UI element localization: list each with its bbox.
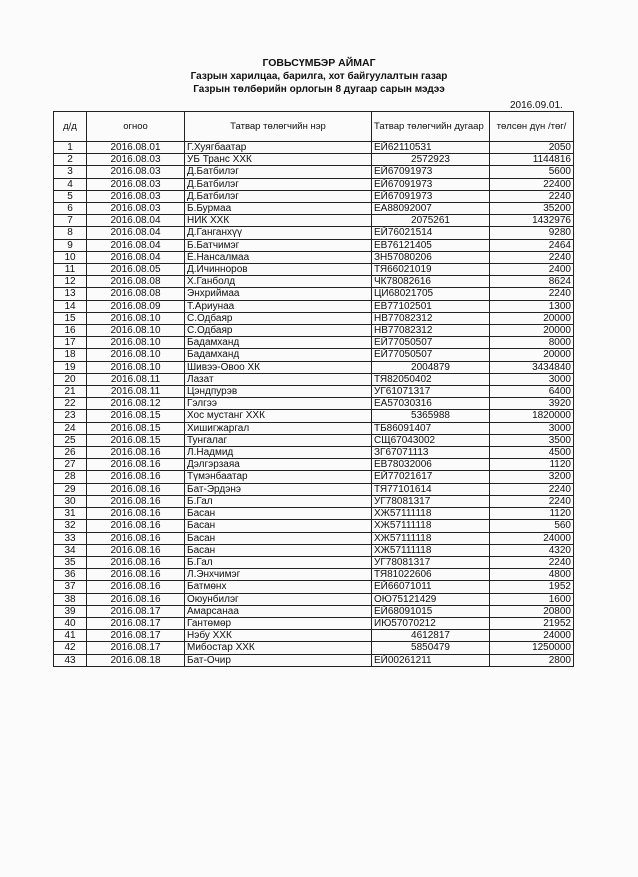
- cell-taxpayer-id: ТЯ82050402: [372, 373, 490, 385]
- cell-date: 2016.08.16: [87, 544, 185, 556]
- cell-amount: 1300: [490, 300, 574, 312]
- table-row: [54, 312, 574, 324]
- cell-taxpayer-name: Т.Ариунаа: [185, 300, 372, 312]
- table-row: [54, 532, 574, 544]
- cell-number: 4: [54, 178, 87, 190]
- cell-date: 2016.08.10: [87, 349, 185, 361]
- cell-date: 2016.08.05: [87, 264, 185, 276]
- cell-date: 2016.08.08: [87, 288, 185, 300]
- cell-amount: 1120: [490, 508, 574, 520]
- table-row: [54, 654, 574, 666]
- table-row: [54, 520, 574, 532]
- cell-amount: 3434840: [490, 361, 574, 373]
- cell-taxpayer-name: Ё.Нансалмаа: [185, 251, 372, 263]
- table-row: [54, 166, 574, 178]
- cell-number: 25: [54, 434, 87, 446]
- cell-amount: 24000: [490, 532, 574, 544]
- cell-taxpayer-name: Гэлгээ: [185, 398, 372, 410]
- cell-taxpayer-name: Басан: [185, 508, 372, 520]
- cell-number: 30: [54, 495, 87, 507]
- cell-amount: 2240: [490, 495, 574, 507]
- cell-date: 2016.08.04: [87, 251, 185, 263]
- table-row: [54, 410, 574, 422]
- cell-number: 18: [54, 349, 87, 361]
- cell-taxpayer-name: Д.Ичинноров: [185, 264, 372, 276]
- table-row: [54, 398, 574, 410]
- cell-taxpayer-id: ОЮ75121429: [372, 593, 490, 605]
- cell-taxpayer-id: ЕЙ77050507: [372, 349, 490, 361]
- cell-amount: 2240: [490, 556, 574, 568]
- document-subtitle-organization: Газрын харилцаа, барилга, хот байгуулалтын газар: [190, 71, 448, 82]
- report-date: 2016.09.01.: [510, 100, 563, 111]
- cell-amount: 1952: [490, 581, 574, 593]
- cell-taxpayer-id: ЕЙ66071011: [372, 581, 490, 593]
- cell-number: 26: [54, 447, 87, 459]
- cell-number: 3: [54, 166, 87, 178]
- cell-amount: 1820000: [490, 410, 574, 422]
- cell-date: 2016.08.15: [87, 410, 185, 422]
- cell-date: 2016.08.16: [87, 495, 185, 507]
- table-row: [54, 471, 574, 483]
- cell-taxpayer-id: ХЖ57111118: [372, 508, 490, 520]
- cell-taxpayer-name: Бат-Эрдэнэ: [185, 483, 372, 495]
- table-row: [54, 288, 574, 300]
- cell-taxpayer-name: Шивээ-Овоо ХК: [185, 361, 372, 373]
- cell-amount: 9280: [490, 227, 574, 239]
- cell-date: 2016.08.16: [87, 593, 185, 605]
- table-row: [54, 459, 574, 471]
- table-row: [54, 556, 574, 568]
- cell-taxpayer-name: Хос мустанг ХХК: [185, 410, 372, 422]
- cell-taxpayer-name: Бадамханд: [185, 337, 372, 349]
- cell-number: 11: [54, 264, 87, 276]
- cell-amount: 24000: [490, 630, 574, 642]
- table-row: [54, 447, 574, 459]
- cell-date: 2016.08.16: [87, 447, 185, 459]
- cell-taxpayer-id: ЕЙ67091973: [372, 178, 490, 190]
- cell-amount: 8624: [490, 276, 574, 288]
- cell-amount: 2240: [490, 190, 574, 202]
- column-header-taxpayer-id: Татвар төлөгчийн дугаар: [372, 112, 490, 142]
- cell-amount: 2400: [490, 264, 574, 276]
- cell-number: 28: [54, 471, 87, 483]
- cell-amount: 2050: [490, 142, 574, 154]
- cell-amount: 35200: [490, 203, 574, 215]
- cell-amount: 3000: [490, 373, 574, 385]
- cell-date: 2016.08.04: [87, 227, 185, 239]
- cell-taxpayer-id: ЧК78082616: [372, 276, 490, 288]
- cell-taxpayer-id: ЕЙ62110531: [372, 142, 490, 154]
- payments-table: [53, 111, 574, 667]
- cell-taxpayer-id: ЕЙ67091973: [372, 190, 490, 202]
- table-row: [54, 581, 574, 593]
- cell-date: 2016.08.03: [87, 154, 185, 166]
- cell-number: 12: [54, 276, 87, 288]
- cell-number: 8: [54, 227, 87, 239]
- cell-taxpayer-name: Б.Батчимэг: [185, 239, 372, 251]
- cell-taxpayer-id: 5850479: [372, 642, 490, 654]
- cell-date: 2016.08.17: [87, 605, 185, 617]
- cell-amount: 560: [490, 520, 574, 532]
- cell-amount: 20800: [490, 605, 574, 617]
- cell-number: 21: [54, 386, 87, 398]
- cell-amount: 3500: [490, 434, 574, 446]
- cell-number: 7: [54, 215, 87, 227]
- cell-taxpayer-id: 2004879: [372, 361, 490, 373]
- cell-number: 38: [54, 593, 87, 605]
- table-row: [54, 239, 574, 251]
- cell-taxpayer-name: Дэлгэрзаяа: [185, 459, 372, 471]
- cell-taxpayer-name: Энхриймаа: [185, 288, 372, 300]
- cell-taxpayer-id: ЕЙ00261211: [372, 654, 490, 666]
- cell-date: 2016.08.12: [87, 398, 185, 410]
- cell-taxpayer-name: Басан: [185, 520, 372, 532]
- cell-amount: 5600: [490, 166, 574, 178]
- cell-taxpayer-id: УГ78081317: [372, 556, 490, 568]
- table-row: [54, 630, 574, 642]
- cell-number: 33: [54, 532, 87, 544]
- cell-date: 2016.08.15: [87, 434, 185, 446]
- cell-number: 2: [54, 154, 87, 166]
- cell-taxpayer-name: Басан: [185, 532, 372, 544]
- cell-taxpayer-name: Д.Батбилэг: [185, 166, 372, 178]
- cell-number: 22: [54, 398, 87, 410]
- cell-amount: 2240: [490, 483, 574, 495]
- table-row: [54, 617, 574, 629]
- cell-amount: 21952: [490, 617, 574, 629]
- cell-taxpayer-id: ЕА57030316: [372, 398, 490, 410]
- table-row: [54, 508, 574, 520]
- cell-amount: 2240: [490, 251, 574, 263]
- table-row: [54, 215, 574, 227]
- cell-taxpayer-id: УГ61071317: [372, 386, 490, 398]
- table-row: [54, 483, 574, 495]
- table-body: [54, 142, 574, 667]
- cell-taxpayer-id: ХЖ57111118: [372, 544, 490, 556]
- cell-taxpayer-name: С.Одбаяр: [185, 325, 372, 337]
- cell-number: 29: [54, 483, 87, 495]
- cell-taxpayer-name: Нэбу ХХК: [185, 630, 372, 642]
- column-header-taxpayer-name: Татвар төлөгчийн нэр: [185, 112, 372, 142]
- cell-number: 39: [54, 605, 87, 617]
- cell-date: 2016.08.09: [87, 300, 185, 312]
- cell-date: 2016.08.04: [87, 239, 185, 251]
- cell-number: 35: [54, 556, 87, 568]
- cell-date: 2016.08.03: [87, 178, 185, 190]
- cell-taxpayer-id: НВ77082312: [372, 325, 490, 337]
- cell-taxpayer-name: Хишигжаргал: [185, 422, 372, 434]
- cell-taxpayer-id: ЕЙ76021514: [372, 227, 490, 239]
- document-subtitle-report: Газрын төлбөрийн орлогын 8 дугаар сарын мэдээ: [193, 84, 445, 95]
- cell-number: 13: [54, 288, 87, 300]
- cell-number: 9: [54, 239, 87, 251]
- cell-number: 16: [54, 325, 87, 337]
- cell-taxpayer-id: ЗГ67071113: [372, 447, 490, 459]
- table-row: [54, 373, 574, 385]
- table-row: [54, 434, 574, 446]
- cell-taxpayer-name: НИК ХХК: [185, 215, 372, 227]
- cell-taxpayer-id: ЕЙ68091015: [372, 605, 490, 617]
- cell-taxpayer-name: Лазат: [185, 373, 372, 385]
- cell-date: 2016.08.18: [87, 654, 185, 666]
- cell-number: 6: [54, 203, 87, 215]
- table-row: [54, 325, 574, 337]
- cell-amount: 22400: [490, 178, 574, 190]
- cell-taxpayer-name: Амарсанаа: [185, 605, 372, 617]
- cell-number: 36: [54, 569, 87, 581]
- table-row: [54, 593, 574, 605]
- cell-number: 5: [54, 190, 87, 202]
- cell-taxpayer-name: С.Одбаяр: [185, 312, 372, 324]
- cell-amount: 3920: [490, 398, 574, 410]
- table-row: [54, 300, 574, 312]
- cell-taxpayer-name: Д.Ганганхүү: [185, 227, 372, 239]
- cell-number: 32: [54, 520, 87, 532]
- cell-amount: 6400: [490, 386, 574, 398]
- table-row: [54, 227, 574, 239]
- cell-taxpayer-id: 4612817: [372, 630, 490, 642]
- cell-taxpayer-id: ХЖ57111118: [372, 520, 490, 532]
- cell-taxpayer-id: ЦИ68021705: [372, 288, 490, 300]
- table-row: [54, 203, 574, 215]
- cell-date: 2016.08.04: [87, 215, 185, 227]
- cell-taxpayer-id: ТЯ81022606: [372, 569, 490, 581]
- table-row: [54, 361, 574, 373]
- cell-taxpayer-id: НВ77082312: [372, 312, 490, 324]
- table-row: [54, 337, 574, 349]
- cell-date: 2016.08.16: [87, 459, 185, 471]
- table-row: [54, 349, 574, 361]
- cell-amount: 3000: [490, 422, 574, 434]
- cell-taxpayer-name: Г.Хуягбаатар: [185, 142, 372, 154]
- cell-date: 2016.08.03: [87, 203, 185, 215]
- cell-date: 2016.08.16: [87, 483, 185, 495]
- cell-date: 2016.08.16: [87, 508, 185, 520]
- cell-date: 2016.08.11: [87, 373, 185, 385]
- cell-taxpayer-id: 2572923: [372, 154, 490, 166]
- cell-date: 2016.08.10: [87, 337, 185, 349]
- cell-date: 2016.08.16: [87, 581, 185, 593]
- table-row: [54, 264, 574, 276]
- cell-taxpayer-id: 2075261: [372, 215, 490, 227]
- cell-taxpayer-name: Бат-Очир: [185, 654, 372, 666]
- cell-amount: 1144816: [490, 154, 574, 166]
- table-row: [54, 276, 574, 288]
- cell-taxpayer-name: Бадамханд: [185, 349, 372, 361]
- cell-taxpayer-name: Гантөмөр: [185, 617, 372, 629]
- column-header-number: д/д: [54, 112, 87, 142]
- cell-amount: 4800: [490, 569, 574, 581]
- cell-taxpayer-id: ЕВ77102501: [372, 300, 490, 312]
- cell-number: 1: [54, 142, 87, 154]
- cell-date: 2016.08.10: [87, 361, 185, 373]
- cell-amount: 1432976: [490, 215, 574, 227]
- cell-date: 2016.08.16: [87, 556, 185, 568]
- table-row: [54, 495, 574, 507]
- cell-number: 27: [54, 459, 87, 471]
- cell-taxpayer-name: Батмөнх: [185, 581, 372, 593]
- cell-number: 34: [54, 544, 87, 556]
- cell-number: 17: [54, 337, 87, 349]
- cell-taxpayer-name: Мибостар ХХК: [185, 642, 372, 654]
- cell-amount: 8000: [490, 337, 574, 349]
- cell-number: 41: [54, 630, 87, 642]
- cell-number: 19: [54, 361, 87, 373]
- cell-taxpayer-name: Х.Ганболд: [185, 276, 372, 288]
- cell-date: 2016.08.03: [87, 190, 185, 202]
- cell-taxpayer-id: ТЯ66021019: [372, 264, 490, 276]
- table-row: [54, 386, 574, 398]
- cell-taxpayer-id: ТБ86091407: [372, 422, 490, 434]
- document-title: ГОВЬСҮМБЭР АЙМАГ: [262, 57, 376, 69]
- cell-number: 20: [54, 373, 87, 385]
- cell-number: 15: [54, 312, 87, 324]
- cell-amount: 4320: [490, 544, 574, 556]
- cell-amount: 1120: [490, 459, 574, 471]
- cell-date: 2016.08.17: [87, 642, 185, 654]
- cell-taxpayer-name: Цэндпурэв: [185, 386, 372, 398]
- cell-taxpayer-name: Л.Надмид: [185, 447, 372, 459]
- cell-amount: 2240: [490, 288, 574, 300]
- table-row: [54, 142, 574, 154]
- cell-taxpayer-id: ЗН57080206: [372, 251, 490, 263]
- cell-taxpayer-id: ЕВ76121405: [372, 239, 490, 251]
- cell-taxpayer-id: УГ78081317: [372, 495, 490, 507]
- cell-taxpayer-id: ХЖ57111118: [372, 532, 490, 544]
- cell-taxpayer-id: ЕА88092007: [372, 203, 490, 215]
- cell-date: 2016.08.16: [87, 532, 185, 544]
- column-header-date: огноо: [87, 112, 185, 142]
- cell-taxpayer-id: ЕЙ67091973: [372, 166, 490, 178]
- cell-taxpayer-name: УБ Транс ХХК: [185, 154, 372, 166]
- cell-taxpayer-id: ИЮ57070212: [372, 617, 490, 629]
- cell-date: 2016.08.08: [87, 276, 185, 288]
- table-row: [54, 642, 574, 654]
- table-row: [54, 544, 574, 556]
- cell-number: 23: [54, 410, 87, 422]
- table-row: [54, 251, 574, 263]
- cell-number: 37: [54, 581, 87, 593]
- table-row: [54, 178, 574, 190]
- cell-taxpayer-name: Д.Батбилэг: [185, 178, 372, 190]
- cell-taxpayer-id: СЩ67043002: [372, 434, 490, 446]
- cell-taxpayer-id: ЕЙ77050507: [372, 337, 490, 349]
- cell-number: 43: [54, 654, 87, 666]
- table-header-row: [54, 112, 574, 142]
- cell-number: 24: [54, 422, 87, 434]
- cell-taxpayer-name: Д.Батбилэг: [185, 190, 372, 202]
- table-row: [54, 422, 574, 434]
- cell-amount: 20000: [490, 349, 574, 361]
- cell-taxpayer-name: Оюунбилэг: [185, 593, 372, 605]
- cell-date: 2016.08.11: [87, 386, 185, 398]
- cell-taxpayer-id: 5365988: [372, 410, 490, 422]
- cell-number: 40: [54, 617, 87, 629]
- cell-amount: 20000: [490, 325, 574, 337]
- cell-date: 2016.08.16: [87, 520, 185, 532]
- cell-number: 42: [54, 642, 87, 654]
- cell-taxpayer-name: Б.Гал: [185, 495, 372, 507]
- cell-date: 2016.08.15: [87, 422, 185, 434]
- cell-amount: 3200: [490, 471, 574, 483]
- table-row: [54, 190, 574, 202]
- table-row: [54, 569, 574, 581]
- cell-date: 2016.08.03: [87, 166, 185, 178]
- cell-number: 31: [54, 508, 87, 520]
- cell-number: 10: [54, 251, 87, 263]
- table-row: [54, 154, 574, 166]
- cell-amount: 4500: [490, 447, 574, 459]
- cell-date: 2016.08.01: [87, 142, 185, 154]
- cell-amount: 20000: [490, 312, 574, 324]
- cell-taxpayer-name: Л.Энхчимэг: [185, 569, 372, 581]
- cell-date: 2016.08.17: [87, 630, 185, 642]
- cell-amount: 2800: [490, 654, 574, 666]
- column-header-amount: төлсөн дүн /төг/: [490, 112, 574, 142]
- cell-date: 2016.08.10: [87, 312, 185, 324]
- cell-taxpayer-name: Б.Бурмаа: [185, 203, 372, 215]
- table-row: [54, 605, 574, 617]
- cell-date: 2016.08.17: [87, 617, 185, 629]
- cell-amount: 1250000: [490, 642, 574, 654]
- cell-taxpayer-name: Тунгалаг: [185, 434, 372, 446]
- cell-date: 2016.08.10: [87, 325, 185, 337]
- cell-taxpayer-id: ЕВ78032006: [372, 459, 490, 471]
- cell-amount: 1600: [490, 593, 574, 605]
- cell-taxpayer-id: ЕЙ77021617: [372, 471, 490, 483]
- cell-taxpayer-id: ТЯ77101614: [372, 483, 490, 495]
- cell-number: 14: [54, 300, 87, 312]
- cell-date: 2016.08.16: [87, 471, 185, 483]
- cell-date: 2016.08.16: [87, 569, 185, 581]
- cell-taxpayer-name: Б.Гал: [185, 556, 372, 568]
- cell-taxpayer-name: Түмэнбаатар: [185, 471, 372, 483]
- cell-amount: 2464: [490, 239, 574, 251]
- cell-taxpayer-name: Басан: [185, 544, 372, 556]
